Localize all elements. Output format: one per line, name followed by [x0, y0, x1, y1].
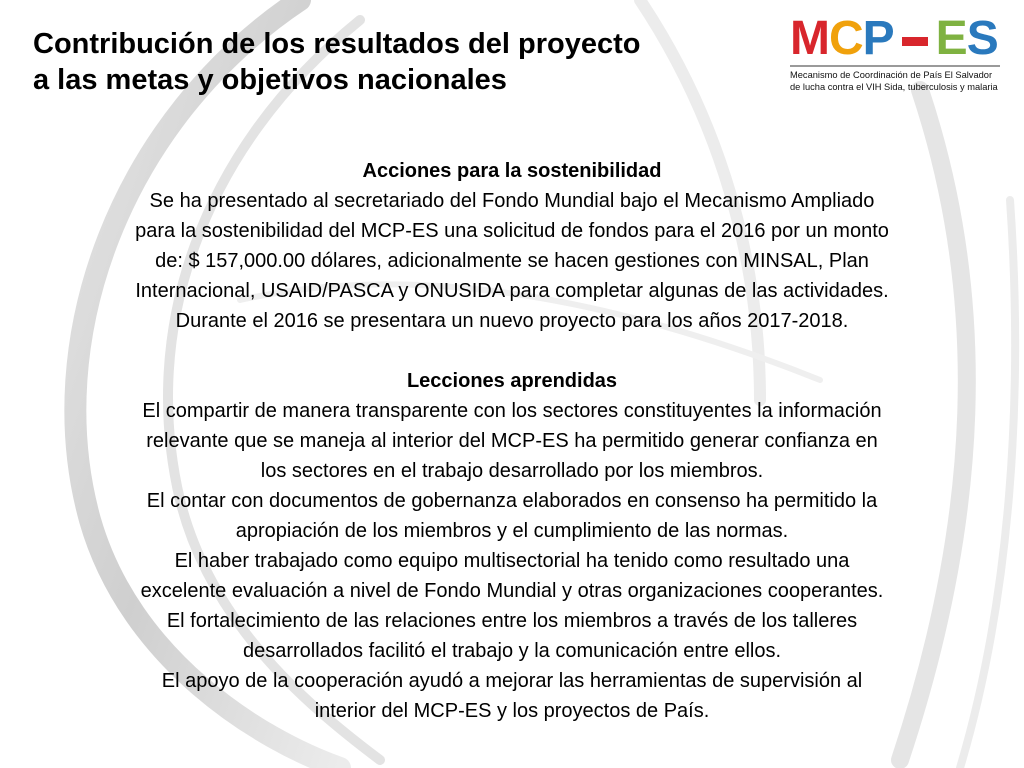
paragraph-line: interior del MCP-ES y los proyectos de País.: [314, 700, 710, 722]
paragraph-line: relevante que se maneja al interior del MCP-ES ha permitido generar confianza en: [146, 430, 878, 452]
slide-title-line-2: a las metas y objetivos nacionales: [33, 64, 507, 96]
section-lessons: [24, 366, 1000, 726]
paragraph-line: El contar con documentos de gobernanza elaborados en consenso ha permitido la: [146, 490, 878, 512]
paragraph-line: Internacional, USAID/PASCA y ONUSIDA para completar algunas de las actividades.: [135, 280, 889, 302]
paragraph-line: El apoyo de la cooperación ayudó a mejorar las herramientas de supervisión al: [161, 670, 863, 692]
logo-subtitle-line-2: de lucha contra el VIH Sida, tuberculosis y malaria: [790, 82, 998, 92]
paragraph-line: Se ha presentado al secretariado del Fondo Mundial bajo el Mecanismo Ampliado: [149, 190, 875, 212]
logo-subtitle-line-1: Mecanismo de Coordinación de País El Salvador: [790, 70, 993, 80]
section-heading-sustainability: Acciones para la sostenibilidad: [362, 160, 662, 182]
paragraph-line: desarrollados facilitó el trabajo y la comunicación entre ellos.: [242, 640, 782, 662]
slide-title: [33, 26, 773, 98]
paragraph-line: El fortalecimiento de las relaciones entre los miembros a través de los talleres: [166, 610, 858, 632]
logo-divider: [790, 65, 1000, 67]
paragraph-line: apropiación de los miembros y el cumplimiento de las normas.: [235, 520, 789, 542]
logo-letter-s: S: [966, 12, 998, 65]
paragraph-line: excelente evaluación a nivel de Fondo Mundial y otras organizaciones cooperantes.: [140, 580, 884, 602]
logo-wordmark: [790, 12, 1010, 65]
paragraph-line: los sectores en el trabajo desarrollado por los miembros.: [260, 460, 764, 482]
paragraph-line: El compartir de manera transparente con los sectores constituyentes la información: [142, 400, 882, 422]
section-spacer: [24, 336, 1000, 366]
logo-letter-m: M: [790, 12, 829, 65]
logo-letter-p: P: [862, 12, 894, 65]
logo-subtitle: [790, 69, 1008, 93]
logo-letter-c: C: [828, 12, 863, 65]
mcp-es-logo: [790, 12, 1010, 96]
paragraph-line: Durante el 2016 se presentara un nuevo proyecto para los años 2017-2018.: [175, 310, 849, 332]
logo-dash: [902, 37, 928, 46]
slide-body: [24, 156, 1000, 726]
section-heading-lessons: Lecciones aprendidas: [406, 370, 618, 392]
paragraph-line: de: $ 157,000.00 dólares, adicionalmente se hacen gestiones con MINSAL, Plan: [155, 250, 869, 272]
paragraph-line: El haber trabajado como equipo multisectorial ha tenido como resultado una: [174, 550, 850, 572]
section-sustainability: [24, 156, 1000, 336]
slide-title-line-1: Contribución de los resultados del proyecto: [33, 28, 641, 60]
paragraph-line: para la sostenibilidad del MCP-ES una solicitud de fondos para el 2016 por un monto: [135, 220, 889, 242]
logo-letter-e: E: [935, 12, 967, 65]
